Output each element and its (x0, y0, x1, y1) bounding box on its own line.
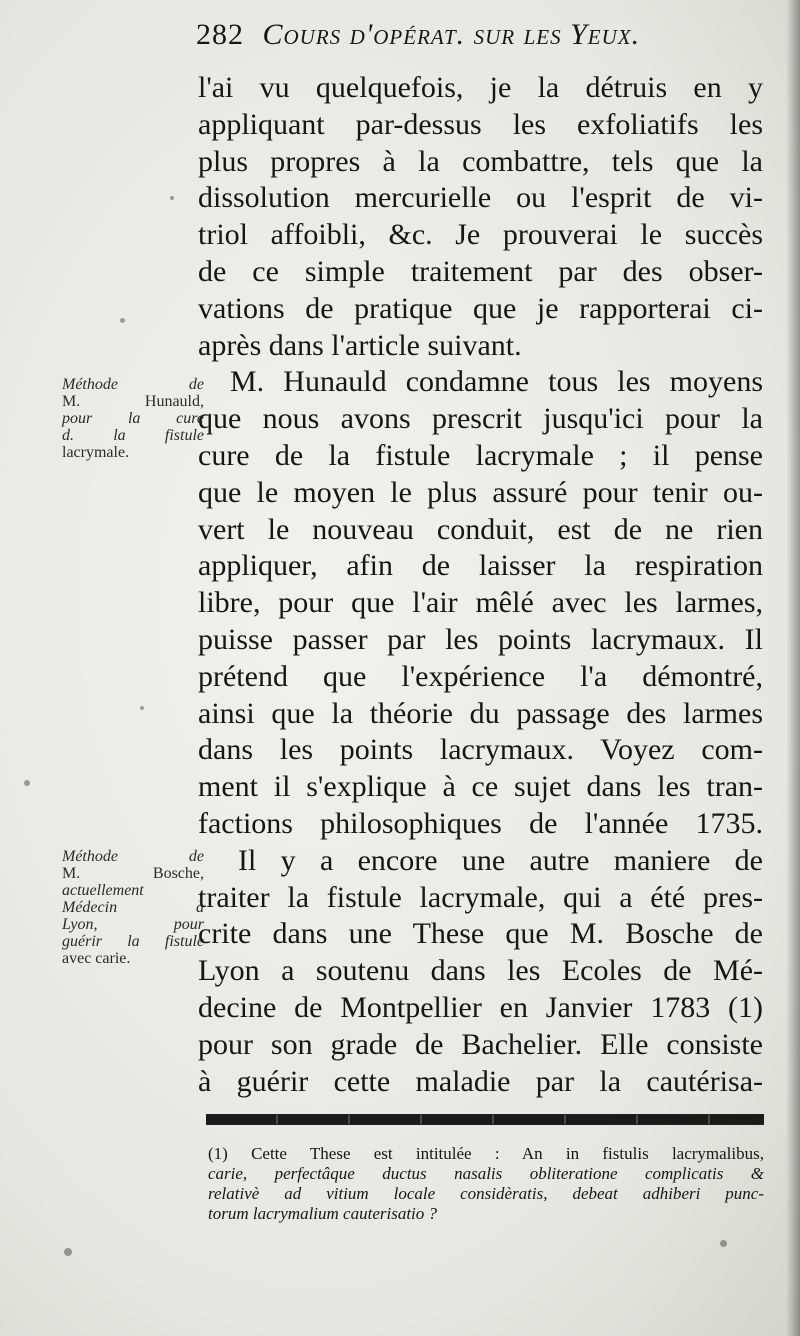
footnote (208, 1144, 764, 1224)
body-line: cure de la fistule lacrymale ; il pense (198, 438, 763, 472)
margin-note-line: pour la cure (62, 410, 204, 427)
body-line: ment il s'explique à ce sujet dans les tran- (198, 770, 763, 804)
body-line: dans les points lacrymaux. Voyez com- (198, 733, 763, 767)
page-number: 282 (196, 18, 244, 51)
margin-note-line: Méthode de (62, 848, 204, 865)
margin-note-line: M. Bosche, (62, 865, 204, 882)
footnote-line: (1) Cette These est intitulée : An in fistulis lacrymalibus, (208, 1144, 764, 1163)
body-line: plus propres à la combattre, tels que la (198, 144, 763, 178)
body-line: factions philosophiques de l'année 1735. (198, 806, 763, 840)
body-line: à guérir cette maladie par la cautérisa- (198, 1064, 763, 1098)
paper-speck (64, 1248, 72, 1256)
body-line: l'ai vu quelquefois, je la détruis en y (198, 71, 763, 104)
margin-note-line: lacrymale. (62, 444, 130, 461)
margin-note-line: guérir la fistule (62, 933, 204, 950)
paper-speck (24, 780, 30, 786)
body-line: pour son grade de Bachelier. Elle consiste (198, 1027, 763, 1061)
margin-note-hunauld (62, 376, 204, 461)
paper-speck (720, 1240, 727, 1247)
body-line: dissolution mercurielle ou l'esprit de vi- (198, 181, 763, 215)
body-line: appliquer, afin de laisser la respiration (198, 549, 763, 583)
margin-note-line: d. la fistule (62, 427, 204, 444)
margin-note-line: Méthode de (62, 376, 204, 393)
body-line: prétend que l'expérience l'a démontré, (198, 659, 763, 693)
body-line: puisse passer par les points lacrymaux. Il (198, 622, 763, 656)
footnote-rule (206, 1114, 764, 1125)
body-line: ainsi que la théorie du passage des larmes (198, 696, 763, 730)
running-header (196, 18, 766, 62)
paper-speck (140, 706, 144, 710)
body-line: que le moyen le plus assuré pour tenir ou- (198, 475, 763, 509)
margin-note-line: Médecin à (62, 899, 204, 916)
body-line: vert le nouveau conduit, est de ne rien (198, 512, 763, 546)
margin-note-bosche (62, 848, 204, 967)
page-spine-shadow (786, 0, 800, 1336)
margin-note-line: avec carie. (62, 950, 131, 967)
body-line: de ce simple traitement par des obser- (198, 254, 763, 288)
running-title: Cours d'opérat. sur les Yeux. (262, 18, 641, 51)
margin-note-line: actuellement (62, 882, 144, 899)
body-line: triol affoibli, &c. Je prouverai le succès (198, 218, 763, 252)
body-line: après dans l'article suivant. (198, 328, 522, 362)
body-line: traiter la fistule lacrymale, qui a été pres- (198, 880, 763, 914)
body-line: libre, pour que l'air mêlé avec les larmes, (198, 586, 763, 620)
body-line: vations de pratique que je rapporterai ci- (198, 291, 763, 325)
body-line: M. Hunauld condamne tous les moyens (230, 365, 763, 399)
footnote-line: relativè ad vitium locale considèratis, debeat adhiberi punc- (208, 1184, 764, 1203)
margin-note-line: M. Hunauld, (62, 393, 204, 410)
body-line: Lyon a soutenu dans les Ecoles de Mé- (198, 954, 763, 988)
body-line: decine de Montpellier en Janvier 1783 (1) (198, 990, 763, 1024)
margin-note-line: Lyon, pour (62, 916, 204, 933)
paper-speck (120, 318, 125, 323)
footnote-line: carie, perfectâque ductus nasalis obliteratione complicatis & (208, 1164, 764, 1183)
body-text (198, 70, 763, 1100)
body-line: crite dans une These que M. Bosche de (198, 917, 763, 951)
paper-speck (170, 196, 174, 200)
body-line: que nous avons prescrit jusqu'ici pour la (198, 402, 763, 436)
body-line: Il y a encore une autre maniere de (238, 843, 763, 877)
body-line: appliquant par-dessus les exfoliatifs les (198, 107, 763, 141)
footnote-line: torum lacrymalium cauterisatio ? (208, 1204, 438, 1223)
